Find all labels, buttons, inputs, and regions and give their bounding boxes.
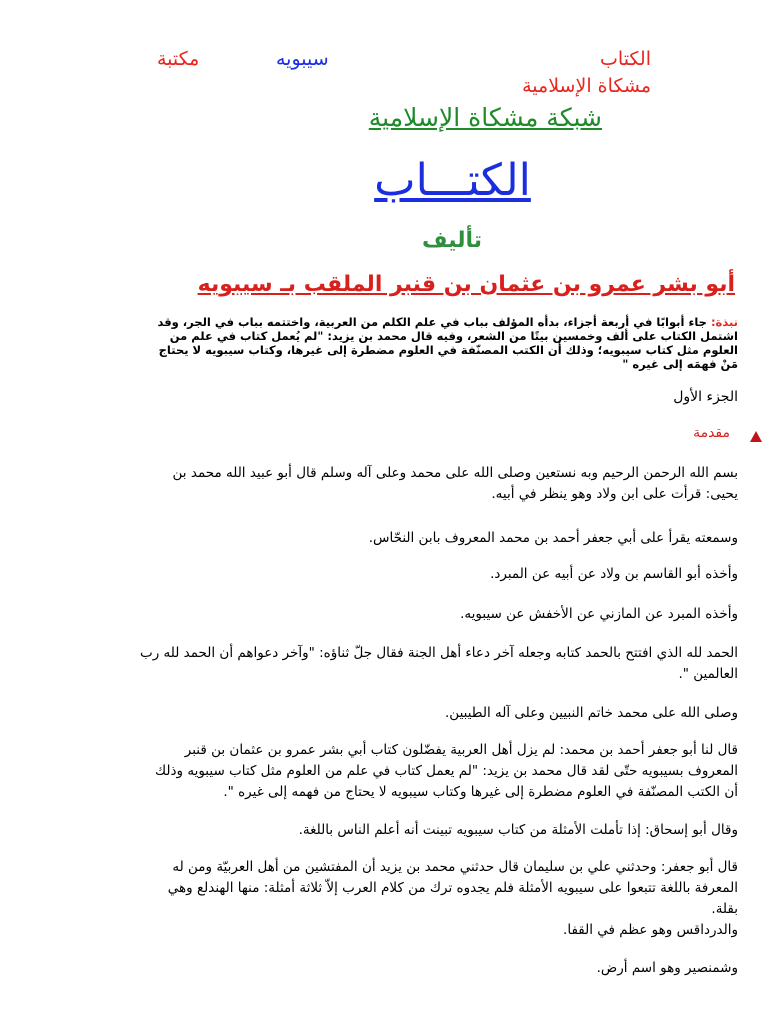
paragraph: والدرداقس وهو عظم في القفا.: [563, 922, 738, 938]
meta-network-link[interactable]: مشكاة الإسلامية: [522, 75, 651, 97]
summary-label: نبذة:: [710, 315, 738, 329]
paragraph: وأخذه المبرد عن المازني عن الأخفش عن سيبويه.: [460, 606, 738, 622]
meta-kitab-link[interactable]: الكتاب: [600, 48, 651, 70]
section-heading: مقدمة: [693, 425, 730, 441]
paragraph: وصلى الله على محمد خاتم النبيين وعلى آله الطيبين.: [445, 705, 738, 721]
site-name-link[interactable]: شبكة مشكاة الإسلامية: [368, 103, 602, 132]
paragraph: قال أبو جعفر: وحدثني علي بن سليمان قال حدثني محمد بن يزيد أن المفتشين من أهل العربيّة ومن له المعرفة باللغة تتبعوا على سيبويه الأمثلة فلم يجدوه ترك من كلام العرب إلاّ ثلاثة أمثلة: منها الهندلع وهي بقلة.: [167, 859, 738, 917]
paragraph: الحمد لله الذي افتتح بالحمد كتابه وجعله آخر دعاء أهل الجنة فقال جلّ ثناؤه: "وآخر دعواهم أن الحمد لله رب العالمين ".: [140, 645, 738, 682]
part-label: الجزء الأول: [673, 389, 738, 405]
book-summary: [140, 315, 738, 371]
paragraph: وسمعته يقرأ على أبي جعفر أحمد بن محمد المعروف بابن النحّاس.: [368, 530, 738, 546]
meta-maktaba-link[interactable]: مكتبة: [157, 48, 200, 70]
author-name: أبو بشر عمرو بن عثمان بن قنبر الملقب بـ سيبويه: [197, 272, 735, 297]
paragraph: قال لنا أبو جعفر أحمد بن محمد: لم يزل أهل العربية يفضّلون كتاب أبي بشر عمرو بن عثمان بن قنبر المعروف بسيبويه حتّى لقد قال محمد بن يزيد: "لم يعمل كتاب في علم من العلوم مثل كتاب سيبويه وذلك أن الكتب المصنّفة في العلوم مضطرة إلى غيرها وكتاب سيبويه لا يحتاج من فهمه إلى غيره ".: [155, 742, 738, 800]
paragraph: وأخذه أبو القاسم بن ولاد عن أبيه عن المبرد.: [490, 566, 738, 582]
paragraph: وقال أبو إسحاق: إذا تأملت الأمثلة من كتاب سيبويه تبينت أنه أعلم الناس باللغة.: [298, 822, 738, 838]
paragraph: وشمنصير وهو اسم أرض.: [596, 960, 738, 976]
meta-sibawayh-link[interactable]: سيبويه: [276, 48, 329, 70]
book-title-link[interactable]: الكتـــاب: [374, 155, 531, 206]
red-triangle-icon: [750, 431, 762, 442]
paragraph: بسم الله الرحمن الرحيم وبه نستعين وصلى الله على محمد وعلى آله وسلم قال أبو عبيد الله محمد بن يحيى: قرأت على ابن ولاد وهو ينظر في أبيه.: [172, 465, 738, 502]
authorship-label: تأليف: [422, 228, 482, 253]
summary-text: جاء أبوابًا في أربعة أجزاء، بدأه المؤلف بباب في علم الكلم من العربية، واختتمه بباب في الجر، وقد اشتمل الكتاب على ألف وخمسين بيتًا من الشعر، وفيه قال محمد بن يزيد: "لم يُعمل كتاب في علم من العلوم مثل كتاب سيبويه؛ وذلك أن الكتب المصنّفة في العلوم مضطرة إلى غيرها، وكتاب سيبويه لا يحتاج مَنْ فهمَه إلى غيره ": [157, 315, 738, 371]
